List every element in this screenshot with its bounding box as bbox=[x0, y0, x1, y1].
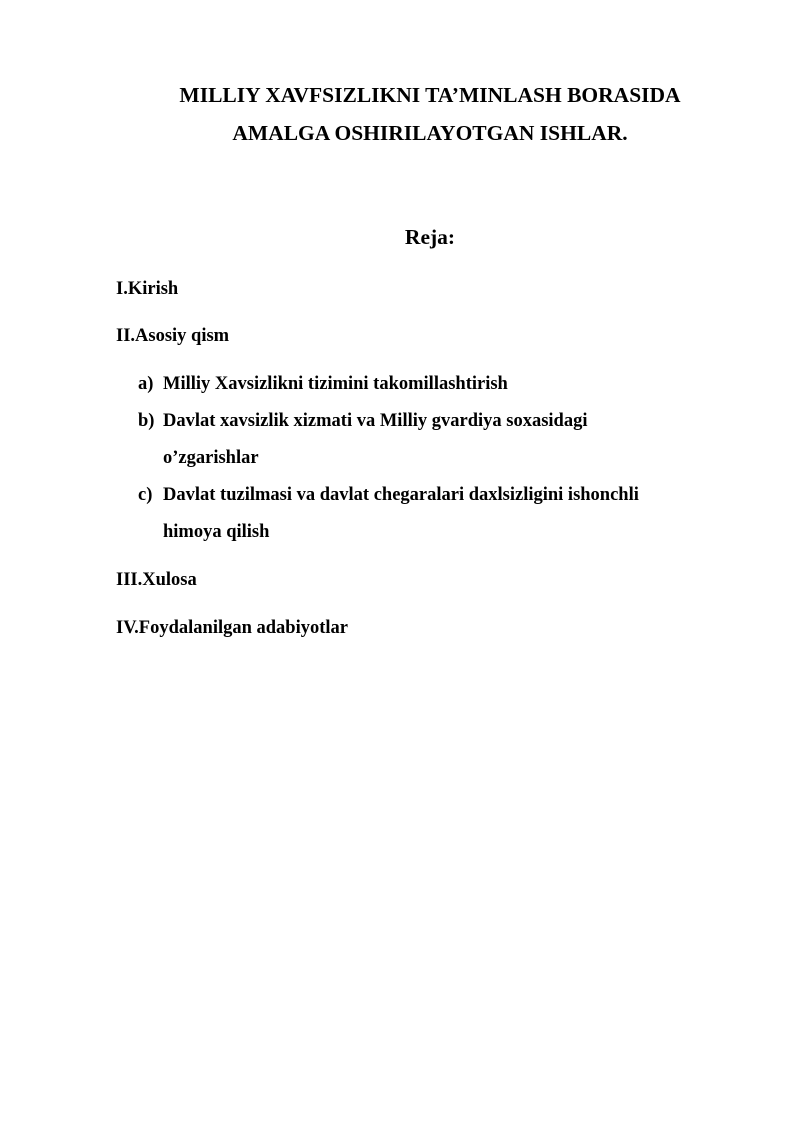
section-references: IV.Foydalanilgan adabiyotlar bbox=[116, 618, 348, 638]
section-intro: I.Kirish bbox=[116, 279, 179, 299]
subitem-b-marker: b) bbox=[138, 411, 155, 431]
subitem-a-text: Milliy Xavsizlikni tizimini takomillashtirish bbox=[163, 374, 508, 394]
section-conclusion: III.Xulosa bbox=[116, 570, 197, 590]
subitem-b-line-1 bbox=[138, 403, 738, 440]
subitem-c-marker: c) bbox=[138, 485, 153, 505]
section-main: II.Asosiy qism bbox=[116, 326, 230, 346]
subitem-a bbox=[138, 366, 738, 403]
subitem-c-text-1: Davlat tuzilmasi va davlat chegaralari daxlsizligini ishonchli bbox=[163, 485, 639, 505]
subitem-c-text-2: himoya qilish bbox=[163, 522, 270, 542]
document-title bbox=[80, 76, 780, 152]
subitem-b-text-2: o’zgarishlar bbox=[163, 448, 259, 468]
subitem-a-marker: a) bbox=[138, 374, 154, 394]
subitem-b bbox=[138, 403, 738, 477]
subitem-b-text-1: Davlat xavsizlik xizmati va Milliy gvardiya soxasidagi bbox=[163, 411, 588, 431]
subitem-a-line-1 bbox=[138, 366, 738, 403]
subitem-c-line-1 bbox=[138, 477, 738, 514]
plan-heading: Reja: bbox=[404, 225, 456, 249]
title-line-2: AMALGA OSHIRILAYOTGAN ISHLAR. bbox=[232, 121, 628, 145]
subitem-c bbox=[138, 477, 738, 551]
title-line-1: MILLIY XAVFSIZLIKNI TA’MINLASH BORASIDA bbox=[179, 83, 681, 107]
